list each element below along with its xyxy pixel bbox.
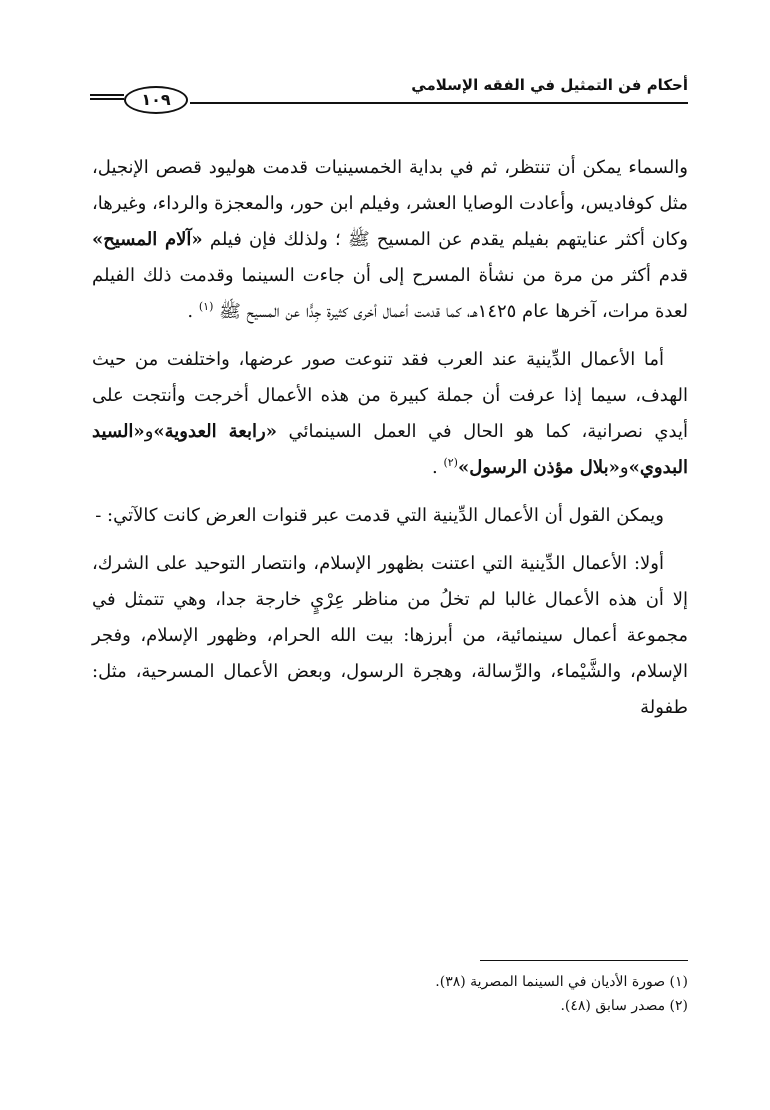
footnote-1: (١) صورة الأديان في السينما المصرية (٣٨). — [435, 974, 688, 990]
paragraph-3: ويمكن القول أن الأعمال الدِّينية التي قدمت عبر قنوات العرض كانت كالآتي: - — [95, 505, 664, 526]
footnote-separator — [480, 960, 688, 961]
main-text — [92, 150, 688, 738]
page-number: ١٠٩ — [124, 86, 188, 114]
footnote-2: (٢) مصدر سابق (٤٨). — [560, 998, 688, 1014]
film-title: «آلام المسيح» — [92, 229, 203, 250]
header-double-rule — [90, 94, 124, 100]
film-title: «رابعة العدوية» — [153, 421, 277, 442]
footnotes — [92, 970, 688, 1018]
page-header — [90, 76, 688, 116]
paragraph-2: أما الأعمال الدِّينية عند العرب فقد تنوعت صور عرضها، واختلفت من حيث الهدف، سيما إذا عرفت أن جملة كبيرة من هذه الأعمال أخرجت وأنتجت على أيدي نصرانية، كما هو الحال في العمل السينمائي «رابعة العدوية»و«السيد البدوي»و«بلال مؤذن الرسول»$^{(٢)}$ . — [92, 349, 688, 478]
paragraph-4: أولا: الأعمال الدِّينية التي اعتنت بظهور الإسلام، وانتصار التوحيد على الشرك، إلا أن هذه الأعمال غالبا لم تخلُ من مناظر عِرْيٍ خارجة جدا، وهي تتمثل في مجموعة أعمال سينمائية، من أبرزها: بيت الله الحرام، وظهور الإسلام، وفجر الإسلام، والشَّيْماء، والرِّسالة، وهجرة الرسول، وبعض الأعمال المسرحية، مثل: طفولة — [92, 553, 688, 718]
paragraph-1: والسماء يمكن أن تنتظر، ثم في بداية الخمسينيات قدمت هوليود قصص الإنجيل، مثل كوفاديس، وأعادت الوصايا العشر، وفيلم ابن حور، والمعجزة والرداء، وغيرها، وكان أكثر عنايتهم بفيلم يقدم عن المسيح ﷺ ؛ ولذلك فإن فيلم «آلام المسيح» قدم أكثر من مرة من نشأة المسرح إلى أن جاءت السينما وقدمت ذلك الفيلم لعدة مرات، آخرها عام ١٤٢٥هـ، كما قدمت أعمال أخرى كثيرة جِدًّا عن المسيح ﷺ $^{(١)}$ . — [92, 157, 688, 322]
footnote-ref-1: (١) — [198, 300, 214, 313]
footnote-ref-2: (٢) — [443, 456, 458, 469]
header-rule — [190, 102, 688, 104]
film-title: «السيد البدوي» — [92, 421, 688, 478]
film-title: «بلال مؤذن الرسول» — [457, 457, 620, 478]
running-title: أحكام فن التمثيل في الفقه الإسلامي — [411, 76, 688, 94]
